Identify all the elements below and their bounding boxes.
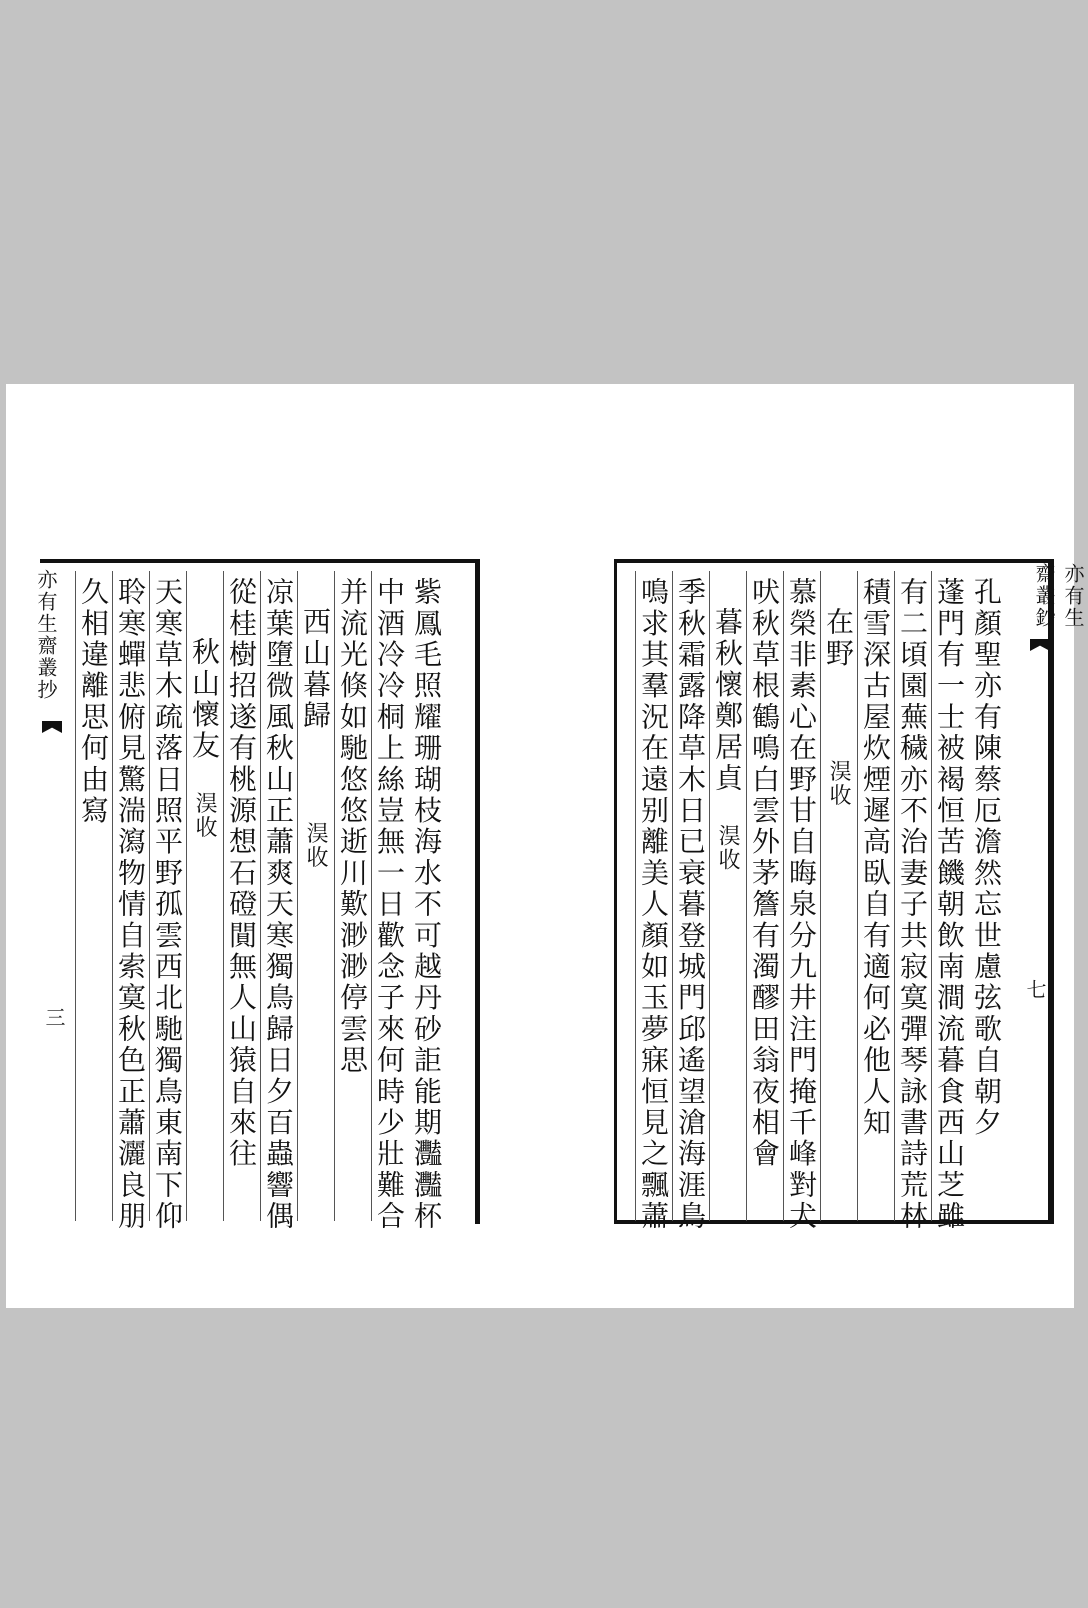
poem-signature: 淏收 bbox=[826, 759, 851, 808]
right-margin-title: 亦有生齋叢鈔 bbox=[1032, 563, 1085, 629]
column-text: 天寒草木疏落日照平野孤雲西北馳獨鳥東南下仰 bbox=[151, 577, 184, 1233]
text-column bbox=[408, 571, 444, 1233]
text-column bbox=[857, 571, 893, 1221]
text-column bbox=[75, 571, 111, 1221]
poem-signature: 淏收 bbox=[303, 821, 328, 870]
poem-title: 在野 bbox=[822, 607, 855, 670]
text-column bbox=[783, 571, 819, 1233]
column-text: 聆寒蟬悲俯見驚湍瀉物情自索寞秋色正蕭灑良朋 bbox=[114, 577, 147, 1233]
text-column bbox=[746, 571, 782, 1221]
text-column bbox=[931, 571, 967, 1233]
column-text: 凉葉墮微風秋山正蕭爽天寒獨鳥歸日夕百蟲響偶 bbox=[262, 577, 295, 1233]
right-page bbox=[614, 559, 1085, 1233]
column-text: 吠秋草根鶴鳴白雲外茅簷有濁醪田翁夜相會 bbox=[748, 577, 781, 1170]
left-margin-title: 亦有生齋叢抄 bbox=[34, 569, 58, 701]
left-folio: 三 bbox=[42, 1007, 66, 1027]
column-text: 久相違離思何由寫 bbox=[77, 577, 110, 827]
text-column bbox=[672, 571, 708, 1233]
text-column bbox=[371, 571, 407, 1233]
text-column bbox=[223, 571, 259, 1221]
poem-title-column bbox=[820, 571, 856, 1221]
text-column bbox=[968, 571, 1004, 1221]
poem-title: 暮秋懷鄭居貞 bbox=[711, 607, 744, 795]
column-text: 中酒冷冷桐上絲豈無一日歡念子來何時少壯難合 bbox=[373, 577, 406, 1233]
column-text: 并流光倏如馳悠悠逝川歎渺渺停雲思 bbox=[336, 577, 369, 1077]
text-column bbox=[112, 571, 148, 1233]
column-text: 蓬門有一士被褐恒苦饑朝飲南澗流暮食西山芝雖 bbox=[933, 577, 966, 1233]
text-column bbox=[149, 571, 185, 1233]
left-page bbox=[34, 559, 480, 1233]
left-margin-column bbox=[32, 569, 58, 709]
poem-title-column bbox=[186, 571, 222, 1221]
right-margin-column bbox=[1030, 563, 1085, 635]
poem-title: 西山暮歸 bbox=[299, 607, 332, 732]
text-column bbox=[334, 571, 370, 1221]
right-folio: 七 bbox=[1023, 979, 1047, 999]
column-text: 季秋霜露降草木日已衰暮登城門邱遙望滄海涯鳥 bbox=[674, 577, 707, 1233]
text-column bbox=[635, 571, 671, 1233]
column-text: 孔顏聖亦有陳蔡厄澹然忘世慮弦歌自朝夕 bbox=[970, 577, 1003, 1139]
poem-signature: 淏收 bbox=[715, 824, 740, 873]
text-column bbox=[894, 571, 930, 1233]
column-text: 從桂樹招遂有桃源想石磴閴無人山猿自來往 bbox=[225, 577, 258, 1170]
column-text: 鳴求其羣況在遠别離美人顏如玉夢寐恒見之飄蕭 bbox=[637, 577, 670, 1233]
poem-title: 秋山懷友 bbox=[188, 637, 221, 762]
column-text: 積雪深古屋炊煙遲高臥自有適何必他人知 bbox=[859, 577, 892, 1139]
text-column bbox=[260, 571, 296, 1233]
column-text: 慕榮非素心在野甘自晦泉分九井注門掩千峰對犬 bbox=[785, 577, 818, 1233]
scan-sheet bbox=[6, 384, 1085, 1308]
column-text: 有二頃園蕪穢亦不治妻子共寂寞彈琴詠書詩荒林 bbox=[896, 577, 929, 1233]
poem-signature: 淏收 bbox=[192, 791, 217, 840]
column-text: 紫鳳毛照耀珊瑚枝海水不可越丹砂詎能期灩灩杯 bbox=[410, 577, 443, 1233]
poem-title-column bbox=[709, 571, 745, 1221]
poem-title-column bbox=[297, 571, 333, 1221]
